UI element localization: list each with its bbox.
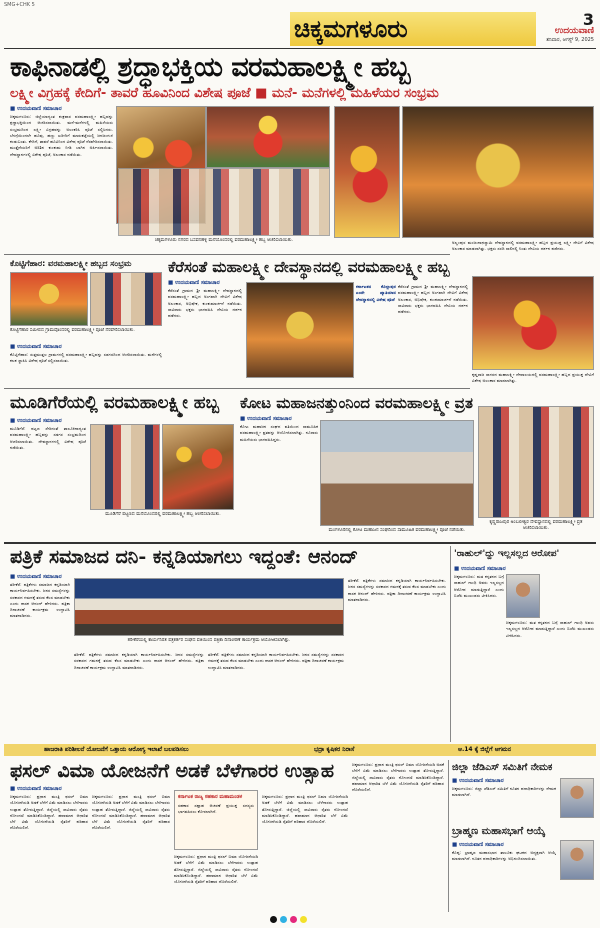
kottigehara-photo-b — [90, 272, 162, 326]
kota-photo — [320, 420, 474, 526]
lead-byline: ■ ಉದಯವಾಣಿ ಸಮಾಚಾರ — [10, 106, 62, 113]
mudigere-photo-a — [90, 424, 160, 510]
rahul-headline: 'ರಾಹುಲ್'ದ್ದು ಇಲ್ಲಸಲ್ಲದ ಆರೋಪ' — [454, 549, 560, 559]
band-right: ಆ.14 ಕ್ಕೆ ಜಿಲ್ಲೆಗೆ ಆಗಮನ — [458, 746, 511, 753]
fasal-ad — [174, 790, 258, 850]
brahmana-byline: ■ ಉದಯವಾಣಿ ಸಮಾಚಾರ — [452, 842, 504, 849]
brahmana-headline: ಬ್ರಾಹ್ಮಣ ಮಹಾಸಭಾಗೆ ಆಯ್ಕೆ — [452, 826, 546, 837]
brahmana-portrait — [560, 840, 594, 880]
patrike-photo — [74, 578, 344, 636]
registration-mark-yellow — [300, 916, 307, 923]
mudigere-caption: ಮೂಡಿಗೆರೆ ಪಟ್ಟಣದ ಮನೆಯೊಂದರಲ್ಲಿ ವರಮಹಾಲಕ್ಷ್ಮೀ ಹಬ್ಬ ಆಚರಿಸಲಾಯಿತು. — [105, 512, 221, 517]
kottigehara-caption: ಕೊಟ್ಟಿಗೆಹಾರ ಸಮೀಪದ ಗ್ರಾಮವೊಂದರಲ್ಲಿ ವರಮಹಾಲಕ್ಷ್ಮೀ ಪೂಜೆ ನೆರವೇರಿಸಲಾಯಿತು. — [10, 328, 135, 333]
fasal-ad-body: ಸಹಕಾರ ಸಪ್ತಾಹ ಆಚರಣೆ ಪ್ರಯುಕ್ತ ಸದಸ್ಯರು ಭಾಗವಹಿಸಲು ಕೋರಲಾಗಿದೆ. — [178, 803, 254, 815]
fasal-body-4: ಚಿಕ್ಕಮಗಳೂರು: ಪ್ರಧಾನ ಮಂತ್ರಿ ಫಸಲ್ ಬಿಮಾ ಯೋಜನೆಯಡಿ ಅಡಕೆ ಬೆಳೆಗೆ ವಿಮೆ ಮಾಡಿಸಲು ಬೆಳೆಗಾರರು ಉತ್ಸಾಹ ತೋರುತ್ತಿದ್ದಾರೆ. ಜಿಲ್ಲೆಯಲ್ಲಿ ಸಾವಿರಾರು ರೈತರು ನೋಂದಣಿ ಮಾಡಿಸಿಕೊಂಡಿದ್ದಾರೆ. ಹವಾಮಾನ ಆಧಾರಿತ ಬೆಳೆ ವಿಮೆ ಯೋಜನೆಯಡಿ ರೈತರಿಗೆ ಪರಿಹಾರ ದೊರೆಯಲಿದೆ. — [262, 794, 348, 825]
registration-mark-magenta — [290, 916, 297, 923]
kota-caption: ಮಂಗಳೂರಿನಲ್ಲಿ ಕೋಟ ಮಹಾಜನ ಸಂಘದಿಂದ ಸಾಮೂಹಿಕ ವರಮಹಾಲಕ್ಷ್ಮೀ ಪೂಜೆ ನಡೆಯಿತು. — [328, 528, 466, 533]
divider-rahul — [450, 546, 451, 742]
brahmana-body: ಕೊಪ್ಪ: ಬ್ರಾಹ್ಮಣ ಮಹಾಸಭಾದ ತಾಲೂಕು ಘಟಕದ ಅಧ್ಯಕ್ಷರಾಗಿ ಆಯ್ಕೆ ಮಾಡಲಾಗಿದೆ. ನೂತನ ಪದಾಧಿಕಾರಿಗಳನ್ನು ಅಭಿನಂದಿಸಲಾಯಿತು. — [452, 850, 556, 862]
lead-photo-devotees — [118, 168, 330, 236]
lead-body: ಚಿಕ್ಕಮಗಳೂರು: ಜಿಲ್ಲೆಯಾದ್ಯಂತ ಶುಕ್ರವಾರ ವರಮಹಾಲಕ್ಷ್ಮೀ ಹಬ್ಬವನ್ನು ಶ್ರದ್ಧಾಭಕ್ತಿಯಿಂದ ಆಚರಿಸಲಾಯಿತು. ಮನೆ-ಮನೆಗಳಲ್ಲಿ ಮಹಿಳೆಯರು ಸಂಭ್ರಮದಿಂದ ಲಕ್ಷ್ಮೀ ವಿಗ್ರಹವನ್ನು ಅಲಂಕರಿಸಿ ಪೂಜೆ ಸಲ್ಲಿಸಿದರು. ಬೆಳಗ್ಗೆಯಿಂದಲೇ ಹೂವು, ಹಣ್ಣು ಖರೀದಿಗೆ ಮಾರುಕಟ್ಟೆಯಲ್ಲಿ ಜನಜಂಗುಳಿ ಕಂಡುಬಂತು. ಕೇದಿಗೆ, ತಾವರೆ ಹೂವಿನಿಂದ ವಿಶೇಷ ಪೂಜೆ ನೆರವೇರಿಸಲಾಯಿತು. ಮುತ್ತೈದೆಯರಿಗೆ ಅರಿಶಿನ ಕುಂಕುಮ ನೀಡಿ ಬಾಗಿನ ಅರ್ಪಿಸಲಾಯಿತು. ದೇವಸ್ಥಾನಗಳಲ್ಲಿ ವಿಶೇಷ ಪೂಜೆ, ಅಲಂಕಾರ ನಡೆಯಿತು. — [10, 114, 113, 157]
patrike-body-2: ತರೀಕೆರೆ: ಪತ್ರಿಕೆಗಳು ಸಮಾಜದ ಕನ್ನಡಿಯಾಗಿ ಕಾರ್ಯನಿರ್ವಹಿಸಬೇಕು. ಜನರ ಸಮಸ್ಯೆಗಳನ್ನು ಸರಕಾರದ ಗಮನಕ್ಕೆ ತರುವ ಕೆಲಸ ಮಾಡಬೇಕು ಎಂದು ಶಾಸಕ ಆನಂದ್ ಹೇಳಿದರು. ಪತ್ರಿಕಾ ದಿನಾಚರಣೆ ಕಾರ್ಯಕ್ರಮ ಉದ್ಘಾಟಿಸಿ ಮಾತನಾಡಿದರು. — [74, 652, 204, 670]
rahul-body: ಚಿಕ್ಕಮಗಳೂರು: ಮತ ಕಳ್ಳತನದ ಬಗ್ಗೆ ರಾಹುಲ್ ಗಾಂಧಿ ಅವರು ಇಲ್ಲಸಲ್ಲದ ಆರೋಪ ಮಾಡುತ್ತಿದ್ದಾರೆ ಎಂದು ಬಿಜೆಪಿ ಮುಖಂಡರು ಟೀಕಿಸಿದರು. — [454, 574, 504, 598]
lead-photo-temple-b — [402, 106, 594, 238]
patrike-body-4: ತರೀಕೆರೆ: ಪತ್ರಿಕೆಗಳು ಸಮಾಜದ ಕನ್ನಡಿಯಾಗಿ ಕಾರ್ಯನಿರ್ವಹಿಸಬೇಕು. ಜನರ ಸಮಸ್ಯೆಗಳನ್ನು ಸರಕಾರದ ಗಮನಕ್ಕೆ ತರುವ ಕೆಲಸ ಮಾಡಬೇಕು ಎಂದು ಶಾಸಕ ಆನಂದ್ ಹೇಳಿದರು. ಪತ್ರಿಕಾ ದಿನಾಚರಣೆ ಕಾರ್ಯಕ್ರಮ ಉದ್ಘಾಟಿಸಿ ಮಾತನಾಡಿದರು. — [348, 578, 446, 602]
kerasanthe-photo — [246, 282, 354, 378]
fasal-ad-title: ಕರ್ನಾಟಕ ರಾಜ್ಯ ಸಹಕಾರ ಮಹಾಮಂಡಳ — [178, 794, 243, 800]
patrike-headline: ಪತ್ರಿಕೆ ಸಮಾಜದ ದನಿ- ಕನ್ನಡಿಯಾಗಲು ಇದ್ದಂತೆ: ಆನಂದ್ — [10, 546, 358, 568]
kerasanthe-body-2: ಕೆರೆಸಂತೆ ಗ್ರಾಮದ ಶ್ರೀ ಮಹಾಲಕ್ಷ್ಮೀ ದೇವಸ್ಥಾನದಲ್ಲಿ ವರಮಹಾಲಕ್ಷ್ಮೀ ಹಬ್ಬದ ಅಂಗವಾಗಿ ದೇವಿಗೆ ವಿಶೇಷ ಅಲಂಕಾರ, ಅಭಿಷೇಕ, ಕುಂಕುಮಾರ್ಚನೆ ನಡೆಯಿತು. ಸಾವಿರಾರು ಭಕ್ತರು ಭಾಗವಹಿಸಿ ದೇವಿಯ ದರ್ಶನ ಪಡೆದರು. — [398, 284, 468, 315]
rahul-byline: ■ ಉದಯವಾಣಿ ಸಮಾಚಾರ — [454, 566, 506, 573]
registration-mark-cyan — [280, 916, 287, 923]
jds-headline: ಜಿಲ್ಲಾ ಜೆಡಿಎಸ್ ಸಮಿತಿಗೆ ನೇಮಕ — [452, 762, 553, 773]
rahul-portrait — [506, 574, 540, 618]
rule-2 — [4, 388, 470, 389]
paper-date: ಶನಿವಾರ, ಆಗಸ್ಟ್ 9, 2025 — [546, 37, 594, 43]
masthead-title: ಚಿಕ್ಕಮಗಳೂರು — [294, 14, 408, 43]
kerasanthe-byline: ■ ಉದಯವಾಣಿ ಸಮಾಚಾರ — [168, 280, 220, 287]
masthead-info — [540, 12, 596, 46]
jds-byline: ■ ಉದಯವಾಣಿ ಸಮಾಚಾರ — [452, 778, 504, 785]
jds-body: ಚಿಕ್ಕಮಗಳೂರು: ಜಿಲ್ಲಾ ಜೆಡಿಎಸ್ ಸಮಿತಿಗೆ ನೂತನ ಪದಾಧಿಕಾರಿಗಳನ್ನು ನೇಮಕ ಮಾಡಲಾಗಿದೆ. — [452, 786, 556, 798]
kerasanthe-right-photo — [472, 276, 594, 370]
kota-headline: ಕೋಟ ಮಹಾಜನತ್ತುಂನಿಂದ ವರಮಹಾಲಕ್ಷ್ಮೀ ವ್ರತ — [240, 394, 473, 412]
edition-code: SMG+CHK 5 — [4, 2, 35, 8]
kerasanthe-right-caption: ಕೃಷ್ಣರಾಜ ಸಾಗರದ ಮಹಾಲಕ್ಷ್ಮೀ ದೇವಾಲಯದಲ್ಲಿ ವರಮಹಾಲಕ್ಷ್ಮೀ ಹಬ್ಬದ ಪ್ರಯುಕ್ತ ದೇವಿಗೆ ವಿಶೇಷ ಅಲಂಕಾರ ಮಾಡಲಾಗಿತ್ತು. — [472, 372, 594, 384]
rule-3 — [4, 542, 596, 544]
kota-right-photo — [478, 406, 594, 518]
kota-body: ಕೋಟ ಮಹಾಜನ ಸಂಘದ ವತಿಯಿಂದ ಸಾಮೂಹಿಕ ವರಮಹಾಲಕ್ಷ್ಮೀ ವ್ರತವನ್ನು ಆಯೋಜಿಸಲಾಗಿತ್ತು. ನೂರಾರು ಮಹಿಳೆಯರು ಭಾಗವಹಿಸಿದ್ದರು. — [240, 424, 318, 442]
mudigere-body: ಮೂಡಿಗೆರೆ: ಪಟ್ಟಣ ಸೇರಿದಂತೆ ತಾಲೂಕಿನಾದ್ಯಂತ ವರಮಹಾಲಕ್ಷ್ಮೀ ಹಬ್ಬವನ್ನು ಸಡಗರ ಸಂಭ್ರಮದಿಂದ ಆಚರಿಸಲಾಯಿತು. ದೇವಸ್ಥಾನಗಳಲ್ಲಿ ವಿಶೇಷ ಪೂಜೆ ನಡೆಯಿತು. — [10, 426, 86, 450]
kottigehara-body: ಕೊಟ್ಟಿಗೆಹಾರ: ಸುತ್ತಮುತ್ತಲ ಗ್ರಾಮಗಳಲ್ಲಿ ವರಮಹಾಲಕ್ಷ್ಮೀ ಹಬ್ಬವನ್ನು ಸಡಗರದಿಂದ ಆಚರಿಸಲಾಯಿತು. ಮನೆಗಳಲ್ಲಿ ಕಲಶ ಸ್ಥಾಪಿಸಿ ವಿಶೇಷ ಪೂಜೆ ಸಲ್ಲಿಸಲಾಯಿತು. — [10, 352, 162, 364]
kota-byline: ■ ಉದಯವಾಣಿ ಸಮಾಚಾರ — [240, 416, 292, 423]
fasal-body-2: ಚಿಕ್ಕಮಗಳೂರು: ಪ್ರಧಾನ ಮಂತ್ರಿ ಫಸಲ್ ಬಿಮಾ ಯೋಜನೆಯಡಿ ಅಡಕೆ ಬೆಳೆಗೆ ವಿಮೆ ಮಾಡಿಸಲು ಬೆಳೆಗಾರರು ಉತ್ಸಾಹ ತೋರುತ್ತಿದ್ದಾರೆ. ಜಿಲ್ಲೆಯಲ್ಲಿ ಸಾವಿರಾರು ರೈತರು ನೋಂದಣಿ ಮಾಡಿಸಿಕೊಂಡಿದ್ದಾರೆ. ಹವಾಮಾನ ಆಧಾರಿತ ಬೆಳೆ ವಿಮೆ ಯೋಜನೆಯಡಿ ರೈತರಿಗೆ ಪರಿಹಾರ ದೊರೆಯಲಿದೆ. — [92, 794, 170, 831]
jds-portrait — [560, 778, 594, 818]
kottigehara-headline: ಕೊಟ್ಟಿಗೆಹಾರ: ವರಮಹಾಲಕ್ಷ್ಮೀ ಹಬ್ಬದ ಸಂಭ್ರಮ — [10, 259, 132, 268]
kerasanthe-body: ಕೆರೆಸಂತೆ ಗ್ರಾಮದ ಶ್ರೀ ಮಹಾಲಕ್ಷ್ಮೀ ದೇವಸ್ಥಾನದಲ್ಲಿ ವರಮಹಾಲಕ್ಷ್ಮೀ ಹಬ್ಬದ ಅಂಗವಾಗಿ ದೇವಿಗೆ ವಿಶೇಷ ಅಲಂಕಾರ, ಅಭಿಷೇಕ, ಕುಂಕುಮಾರ್ಚನೆ ನಡೆಯಿತು. ಸಾವಿರಾರು ಭಕ್ತರು ಭಾಗವಹಿಸಿ ದೇವಿಯ ದರ್ಶನ ಪಡೆದರು. — [168, 288, 242, 319]
patrike-body-3: ತರೀಕೆರೆ: ಪತ್ರಿಕೆಗಳು ಸಮಾಜದ ಕನ್ನಡಿಯಾಗಿ ಕಾರ್ಯನಿರ್ವಹಿಸಬೇಕು. ಜನರ ಸಮಸ್ಯೆಗಳನ್ನು ಸರಕಾರದ ಗಮನಕ್ಕೆ ತರುವ ಕೆಲಸ ಮಾಡಬೇಕು ಎಂದು ಶಾಸಕ ಆನಂದ್ ಹೇಳಿದರು. ಪತ್ರಿಕಾ ದಿನಾಚರಣೆ ಕಾರ್ಯಕ್ರಮ ಉದ್ಘಾಟಿಸಿ ಮಾತನಾಡಿದರು. — [208, 652, 344, 670]
lead-headline: ಕಾಫಿನಾಡಲ್ಲಿ ಶ್ರದ್ಧಾಭಕ್ತಿಯ ವರಮಹಾಲಕ್ಷ್ಮೀ ಹಬ್ಬ — [10, 52, 410, 83]
page-number: 3 — [582, 10, 594, 29]
lead-photo-caption: ಚಿಕ್ಕಮಗಳೂರು ನಗರದ ಬಸವನಹಳ್ಳಿ ಮನೆಯೊಂದರಲ್ಲಿ ವರಮಹಾಲಕ್ಷ್ಮೀ ಹಬ್ಬ ಆಚರಿಸಲಾಯಿತು. — [154, 238, 294, 243]
masthead-rule — [4, 48, 596, 49]
fasal-headline: ಫಸಲ್ ವಿಮಾ ಯೋಜನೆಗೆ ಅಡಕೆ ಬೆಳೆಗಾರರ ಉತ್ಸಾಹ — [10, 760, 335, 782]
kerasanthe-headline: ಕೆರೆಸಂತೆ ಮಹಾಲಕ್ಷ್ಮೀ ದೇವಸ್ಥಾನದಲ್ಲಿ ವರಮಹಾಲಕ್ಷ್ಮೀ ಹಬ್ಬ — [168, 258, 450, 276]
fasal-byline: ■ ಉದಯವಾಣಿ ಸಮಾಚಾರ — [10, 786, 62, 793]
rule-1 — [4, 254, 450, 255]
band-left: ಹಾಜರಾತಿ ಪರಿಶೀಲನೆ ಯೋಜನೆಗೆ ಒತ್ತಾಯ ಆರೋಗ್ಯ ಇಲಾಖೆ ಬಲಪಡಿಸಲು — [44, 746, 189, 753]
band-middle: ಭದ್ರಾ ಕೃಷಿಕರ ನಿರಾಸೆ — [314, 746, 355, 753]
patrike-caption: ತರೀಕೆರೆಯಲ್ಲಿ ಕಾರ್ಯನಿರತ ಪತ್ರಕರ್ತರ ಸಂಘದ ವತಿಯಿಂದ ಪತ್ರಿಕಾ ದಿನಾಚರಣೆ ಕಾರ್ಯಕ್ರಮ ಆಯೋಜಿಸಲಾಗಿತ್ತು. — [127, 638, 291, 643]
kota-right-caption: ಕೃಷ್ಣರಾಜಪುರ ಅಂಬಲೀಶ್ವರ ದೇವಸ್ಥಾನದಲ್ಲಿ ವರಮಹಾಲಕ್ಷ್ಮೀ ವ್ರತ ಆಚರಿಸಲಾಯಿತು. — [489, 520, 583, 531]
divider-jds — [448, 760, 449, 912]
registration-mark-black — [270, 916, 277, 923]
paper-name: ಉದಯವಾಣಿ — [554, 26, 594, 36]
mudigere-photo-b — [162, 424, 234, 510]
kottigehara-byline: ■ ಉದಯವಾಣಿ ಸಮಾಚಾರ — [10, 344, 62, 351]
kottigehara-photo-a — [10, 272, 88, 326]
registration-marks — [270, 916, 307, 923]
lead-subhead: ಲಕ್ಷ್ಮೀ ವಿಗ್ರಹಕ್ಕೆ ಕೇದಿಗೆ- ತಾವರೆ ಹೂವಿನಿಂದ ವಿಶೇಷ ಪೂಜೆ ■ ಮನೆ- ಮನೆಗಳಲ್ಲಿ ಮಹಿಳೆಯರ ಸಂಭ್ರಮ — [10, 86, 439, 101]
kerasanthe-side-caption: ಕರ್ನಾಟಕದ ಕೊಲ್ಲಾಪುರ ಎಂದೇ ಖ್ಯಾತಿಯಾದ ದೇವಸ್ಥಾನದಲ್ಲಿ ವಿಶೇಷ ಪೂಜೆ — [356, 284, 396, 302]
lead-photo-idol — [206, 106, 330, 168]
fasal-body-1: ಚಿಕ್ಕಮಗಳೂರು: ಪ್ರಧಾನ ಮಂತ್ರಿ ಫಸಲ್ ಬಿಮಾ ಯೋಜನೆಯಡಿ ಅಡಕೆ ಬೆಳೆಗೆ ವಿಮೆ ಮಾಡಿಸಲು ಬೆಳೆಗಾರರು ಉತ್ಸಾಹ ತೋರುತ್ತಿದ್ದಾರೆ. ಜಿಲ್ಲೆಯಲ್ಲಿ ಸಾವಿರಾರು ರೈತರು ನೋಂದಣಿ ಮಾಡಿಸಿಕೊಂಡಿದ್ದಾರೆ. ಹವಾಮಾನ ಆಧಾರಿತ ಬೆಳೆ ವಿಮೆ ಯೋಜನೆಯಡಿ ರೈತರಿಗೆ ಪರಿಹಾರ ದೊರೆಯಲಿದೆ. — [10, 794, 88, 831]
lead-right-caption: ಅಲ್ಲಂಪುರ ಮಂಜುನಾಥಸ್ವಾಮಿ ದೇವಸ್ಥಾನದಲ್ಲಿ ವರಮಹಾಲಕ್ಷ್ಮೀ ಹಬ್ಬದ ಪ್ರಯುಕ್ತ ಲಕ್ಷ್ಮೀ ದೇವಿಗೆ ವಿಶೇಷ ಅಲಂಕಾರ ಮಾಡಲಾಗಿತ್ತು. ಭಕ್ತರು ಸರದಿ ಸಾಲಿನಲ್ಲಿ ನಿಂತು ದೇವಿಯ ದರ್ಶನ ಪಡೆದರು. — [452, 240, 594, 252]
fasal-body-5: ಚಿಕ್ಕಮಗಳೂರು: ಪ್ರಧಾನ ಮಂತ್ರಿ ಫಸಲ್ ಬಿಮಾ ಯೋಜನೆಯಡಿ ಅಡಕೆ ಬೆಳೆಗೆ ವಿಮೆ ಮಾಡಿಸಲು ಬೆಳೆಗಾರರು ಉತ್ಸಾಹ ತೋರುತ್ತಿದ್ದಾರೆ. ಜಿಲ್ಲೆಯಲ್ಲಿ ಸಾವಿರಾರು ರೈತರು ನೋಂದಣಿ ಮಾಡಿಸಿಕೊಂಡಿದ್ದಾರೆ. ಹವಾಮಾನ ಆಧಾರಿತ ಬೆಳೆ ವಿಮೆ ಯೋಜನೆಯಡಿ ರೈತರಿಗೆ ಪರಿಹಾರ ದೊರೆಯಲಿದೆ. — [352, 762, 444, 793]
fasal-body-3: ಚಿಕ್ಕಮಗಳೂರು: ಪ್ರಧಾನ ಮಂತ್ರಿ ಫಸಲ್ ಬಿಮಾ ಯೋಜನೆಯಡಿ ಅಡಕೆ ಬೆಳೆಗೆ ವಿಮೆ ಮಾಡಿಸಲು ಬೆಳೆಗಾರರು ಉತ್ಸಾಹ ತೋರುತ್ತಿದ್ದಾರೆ. ಜಿಲ್ಲೆಯಲ್ಲಿ ಸಾವಿರಾರು ರೈತರು ನೋಂದಣಿ ಮಾಡಿಸಿಕೊಂಡಿದ್ದಾರೆ. ಹವಾಮಾನ ಆಧಾರಿತ ಬೆಳೆ ವಿಮೆ ಯೋಜನೆಯಡಿ ರೈತರಿಗೆ ಪರಿಹಾರ ದೊರೆಯಲಿದೆ. — [174, 854, 258, 885]
mudigere-headline: ಮೂಡಿಗೆರೆಯಲ್ಲಿ ವರಮಹಾಲಕ್ಷ್ಮೀ ಹಬ್ಬ — [10, 393, 220, 413]
patrike-byline: ■ ಉದಯವಾಣಿ ಸಮಾಚಾರ — [10, 574, 62, 581]
lead-photo-temple-a — [334, 106, 400, 238]
mudigere-byline: ■ ಉದಯವಾಣಿ ಸಮಾಚಾರ — [10, 418, 62, 425]
patrike-body: ತರೀಕೆರೆ: ಪತ್ರಿಕೆಗಳು ಸಮಾಜದ ಕನ್ನಡಿಯಾಗಿ ಕಾರ್ಯನಿರ್ವಹಿಸಬೇಕು. ಜನರ ಸಮಸ್ಯೆಗಳನ್ನು ಸರಕಾರದ ಗಮನಕ್ಕೆ ತರುವ ಕೆಲಸ ಮಾಡಬೇಕು ಎಂದು ಶಾಸಕ ಆನಂದ್ ಹೇಳಿದರು. ಪತ್ರಿಕಾ ದಿನಾಚರಣೆ ಕಾರ್ಯಕ್ರಮ ಉದ್ಘಾಟಿಸಿ ಮಾತನಾಡಿದರು. — [10, 582, 70, 619]
rahul-body-2: ಚಿಕ್ಕಮಗಳೂರು: ಮತ ಕಳ್ಳತನದ ಬಗ್ಗೆ ರಾಹುಲ್ ಗಾಂಧಿ ಅವರು ಇಲ್ಲಸಲ್ಲದ ಆರೋಪ ಮಾಡುತ್ತಿದ್ದಾರೆ ಎಂದು ಬಿಜೆಪಿ ಮುಖಂಡರು ಟೀಕಿಸಿದರು. — [506, 620, 594, 638]
